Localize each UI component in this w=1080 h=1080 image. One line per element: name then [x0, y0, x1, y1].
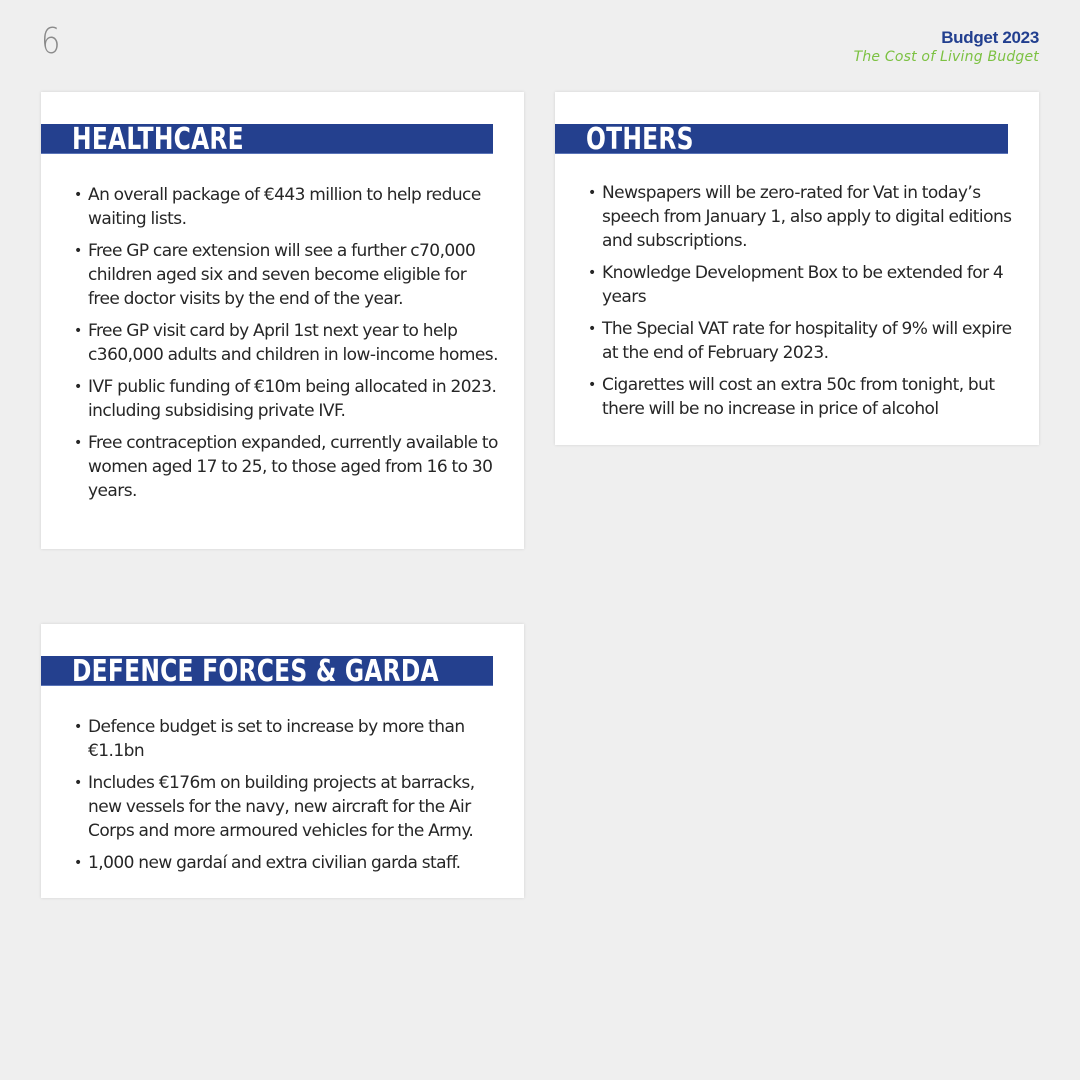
list-item: [41, 239, 524, 311]
bullet-icon: •: [74, 323, 82, 339]
list-item: [555, 181, 1039, 253]
list-item: [41, 715, 524, 763]
list-item-text: Cigarettes will cost an extra 50c from tonight, but there will be no increase in price of alcohol: [602, 375, 995, 419]
bullet-icon: •: [588, 377, 596, 393]
list-item-text: Free GP visit card by April 1st next year to help c360,000 adults and children in low-income homes.: [88, 321, 498, 365]
list-item-text: IVF public funding of €10m being allocated in 2023. including subsidising private IVF.: [88, 377, 497, 421]
bullet-icon: •: [588, 185, 596, 201]
list-item: [555, 261, 1039, 309]
bullet-icon: •: [588, 321, 596, 337]
bullet-icon: •: [74, 187, 82, 203]
list-item: [41, 431, 524, 503]
others-header-bar: [555, 122, 1008, 157]
list-item: [41, 851, 524, 875]
list-item-text: Includes €176m on building projects at barracks, new vessels for the navy, new aircraft for the Air Corps and more armoured vehicles for the Army.: [88, 773, 475, 841]
healthcare-title: HEALTHCARE: [72, 122, 244, 157]
list-item: [41, 319, 524, 367]
bullet-icon: •: [74, 855, 82, 871]
bullet-icon: •: [588, 265, 596, 281]
bullet-icon: •: [74, 435, 82, 451]
list-item-text: An overall package of €443 million to help reduce waiting lists.: [88, 185, 481, 229]
defence-title: DEFENCE FORCES & GARDA: [72, 654, 439, 689]
others-card: [555, 92, 1039, 445]
healthcare-card: [41, 92, 524, 549]
list-item-text: Knowledge Development Box to be extended for 4 years: [602, 263, 1004, 307]
list-item: [41, 771, 524, 843]
healthcare-list: [41, 183, 524, 511]
list-item-text: The Special VAT rate for hospitality of 9% will expire at the end of February 2023.: [602, 319, 1012, 363]
bullet-icon: •: [74, 719, 82, 735]
bullet-icon: •: [74, 243, 82, 259]
brand-title: Budget 2023: [941, 28, 1039, 47]
list-item: [555, 373, 1039, 421]
bullet-icon: •: [74, 775, 82, 791]
healthcare-header-bar: [41, 122, 493, 157]
defence-list: [41, 715, 524, 883]
list-item-text: Free contraception expanded, currently available to women aged 17 to 25, to those aged from 16 to 30 years.: [88, 433, 498, 501]
list-item: [555, 317, 1039, 365]
brand-header: [854, 28, 1039, 66]
list-item: [41, 183, 524, 231]
defence-card: [41, 624, 524, 898]
others-list: [555, 181, 1039, 429]
list-item-text: 1,000 new gardaí and extra civilian garda staff.: [88, 853, 461, 873]
brand-subtitle: The Cost of Living Budget: [853, 49, 1039, 65]
others-title: OTHERS: [586, 122, 694, 157]
list-item-text: Free GP care extension will see a further c70,000 children aged six and seven become eligible for free doctor visits by the end of the year.: [88, 241, 476, 309]
defence-header-bar: [41, 654, 493, 689]
list-item: [41, 375, 524, 423]
list-item-text: Defence budget is set to increase by more than €1.1bn: [88, 717, 465, 761]
list-item-text: Newspapers will be zero-rated for Vat in today’s speech from January 1, also apply to digital editions and subscriptions.: [602, 183, 1012, 251]
bullet-icon: •: [74, 379, 82, 395]
page-number: 6: [41, 21, 61, 62]
